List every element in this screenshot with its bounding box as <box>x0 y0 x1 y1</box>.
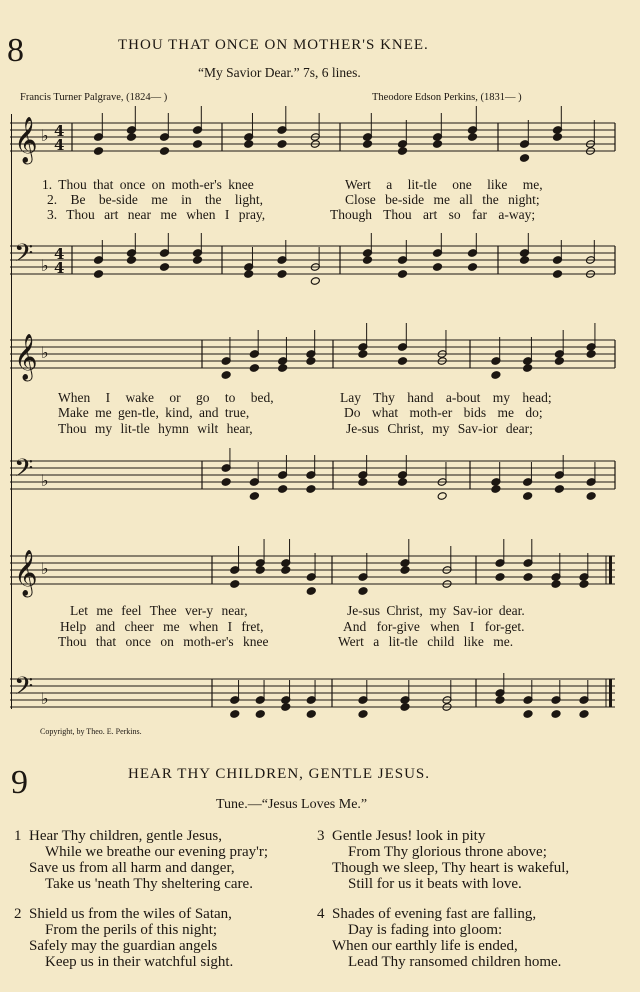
hymn-8-composer: Theodore Edson Perkins, (1831— ) <box>372 92 522 103</box>
lyric-line: Let me feel Thee ver-y near, <box>70 603 248 618</box>
stanza-line: From Thy glorious throne above; <box>348 844 547 860</box>
svg-text:♭: ♭ <box>41 559 49 578</box>
stanza-line: Shades of evening fast are falling, <box>332 906 537 922</box>
system-bracket <box>11 114 12 709</box>
hymn-8-title: THOU THAT ONCE ON MOTHER'S KNEE. <box>118 37 429 53</box>
svg-text:𝄢: 𝄢 <box>14 239 34 274</box>
svg-text:♭: ♭ <box>41 689 49 708</box>
lyric-line: And for-give when I for-get. <box>343 619 525 634</box>
svg-text:♭: ♭ <box>41 126 49 145</box>
stanza-line: Safely may the guardian angels <box>29 938 218 954</box>
stanza-line: Still for us it beats with love. <box>348 876 522 892</box>
stanza-number: 2 <box>14 906 22 922</box>
lyric-line: Help and cheer me when I fret, <box>60 619 264 634</box>
bass-staff <box>10 661 620 731</box>
lyric-line: 3. Thou art near me when I pray, <box>47 207 266 222</box>
lyric-line: Lay Thy hand a-bout my head; <box>340 390 552 405</box>
treble-staff <box>10 538 620 608</box>
stanza-line: While we breathe our evening pray'r; <box>45 844 269 860</box>
stanza-number: 3 <box>317 828 325 844</box>
bass-staff <box>10 228 620 298</box>
svg-text:𝄞: 𝄞 <box>14 117 38 163</box>
lyric-line: Je-sus Christ, my Sav-ior dear; <box>346 421 533 436</box>
bass-staff <box>10 443 620 513</box>
hymn-8-tune-meter: “My Savior Dear.” 7s, 6 lines. <box>198 65 361 80</box>
hymn-9-title: HEAR THY CHILDREN, GENTLE JESUS. <box>128 766 430 782</box>
svg-text:𝄢: 𝄢 <box>14 454 34 489</box>
stanza-line: From the perils of this night; <box>45 922 218 938</box>
lyric-line: 1. Thou that once on moth-er's knee <box>42 177 254 192</box>
svg-text:𝄢: 𝄢 <box>14 672 34 707</box>
lyric-line: Make me gen-tle, kind, and true, <box>58 405 250 420</box>
hymn-8-number: 8 <box>7 32 24 69</box>
stanza-number: 4 <box>317 906 325 922</box>
svg-text:♭: ♭ <box>41 256 49 275</box>
stanza-number: 1 <box>14 828 22 844</box>
stanza-line: Day is fading into gloom: <box>348 922 503 938</box>
svg-text:4: 4 <box>54 136 65 154</box>
lyric-line: When I wake or go to bed, <box>58 390 274 405</box>
svg-text:𝄞: 𝄞 <box>14 334 38 380</box>
stanza-line: Though we sleep, Thy heart is wakeful, <box>332 860 570 876</box>
lyric-line: 2. Be be-side me in the light, <box>47 192 263 207</box>
copyright-notice: Copyright, by Theo. E. Perkins. <box>40 727 142 736</box>
lyric-line: Thou my lit-tle hymn wilt hear, <box>58 421 253 436</box>
stanza-line: Shield us from the wiles of Satan, <box>29 906 232 922</box>
stanza-line: Keep us in their watchful sight. <box>45 954 234 970</box>
lyric-line: Wert a lit-tle one like me, <box>345 177 543 192</box>
hymn-9-tune: Tune.—“Jesus Loves Me.” <box>216 797 368 812</box>
svg-text:4: 4 <box>54 122 65 140</box>
svg-text:4: 4 <box>54 259 65 277</box>
lyric-line: Thou that once on moth-er's knee <box>58 634 269 649</box>
lyric-line: Je-sus Christ, my Sav-ior dear. <box>347 603 525 618</box>
svg-text:♭: ♭ <box>41 343 49 362</box>
stanza-line: Gentle Jesus! look in pity <box>332 828 486 844</box>
hymn-9-number: 9 <box>11 764 28 801</box>
svg-text:𝄞: 𝄞 <box>14 550 38 596</box>
stanza-line: Take us 'neath Thy sheltering care. <box>45 876 253 892</box>
lyric-line: Do what moth-er bids me do; <box>344 405 543 420</box>
stanza-line: When our earthly life is ended, <box>332 938 518 954</box>
svg-text:♭: ♭ <box>41 471 49 490</box>
treble-staff <box>10 322 620 392</box>
stanza-line: Lead Thy ransomed children home. <box>348 954 562 970</box>
lyric-line: Wert a lit-tle child like me. <box>338 634 514 649</box>
stanza-line: Save us from all harm and danger, <box>29 860 235 876</box>
lyric-line: Close be-side me all the night; <box>345 192 540 207</box>
lyric-line: Though Thou art so far a-way; <box>330 207 536 222</box>
treble-staff <box>10 105 620 175</box>
stanza-line: Hear Thy children, gentle Jesus, <box>29 828 223 844</box>
hymn-8-author: Francis Turner Palgrave, (1824— ) <box>20 92 168 103</box>
svg-text:4: 4 <box>54 245 65 263</box>
